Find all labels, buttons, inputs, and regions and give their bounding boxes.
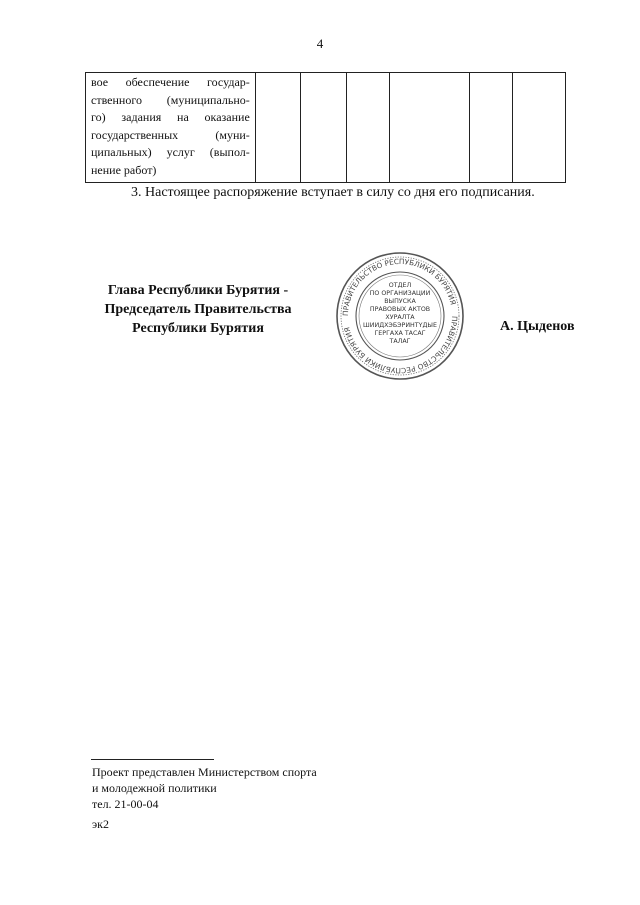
seal-ring-textpath: ПРАВИТЕЛЬСТВО РЕСПУБЛИКИ БУРЯТИЯ xyxy=(340,256,458,317)
description-line: государственных (муни- xyxy=(91,127,250,142)
table-cell-empty xyxy=(346,73,390,183)
seal-inner-line: ТАЛАГ xyxy=(389,338,411,345)
description-line: ципальных) услуг (выпол- xyxy=(91,145,250,160)
seal-graphic xyxy=(334,250,466,382)
signatory-title-line: Глава Республики Бурятия - xyxy=(107,283,289,298)
table-cell-description xyxy=(86,73,256,183)
table-cell-empty xyxy=(512,73,565,183)
signatory-title-line: Председатель Правительства xyxy=(104,302,292,317)
table-cell-empty xyxy=(301,73,347,183)
seal-inner-line: ХУРАЛТА xyxy=(385,314,415,321)
seal-ring-textpath-2: ПРАВИТЕЛЬСТВО РЕСПУБЛИКИ БУРЯТИЯ xyxy=(342,315,460,376)
seal-inner-text xyxy=(363,282,437,345)
signatory-name: А. Цыденов xyxy=(500,319,575,334)
seal-inner-line: ОТДЕЛ xyxy=(388,282,412,289)
official-seal-stamp xyxy=(334,250,466,382)
footnote-divider xyxy=(91,759,214,760)
seal-inner-line: ПРАВОВЫХ АКТОВ xyxy=(369,306,431,313)
table-cell-empty xyxy=(390,73,470,183)
description-line: го) задания на оказание xyxy=(91,110,250,125)
document-code: эк2 xyxy=(92,817,109,831)
seal-inner-line: ГЕРГАХА ТАСАГ xyxy=(374,330,426,337)
footnote xyxy=(92,764,317,812)
seal-inner-line: ВЫПУСКА xyxy=(384,298,416,305)
seal-inner-line: ПО ОРГАНИЗАЦИИ xyxy=(369,290,431,297)
clause-text: 3. Настоящее распоряжение вступает в силу со дня его подписания. xyxy=(131,185,535,200)
description-line: ственного (муниципально- xyxy=(91,92,250,107)
signatory-title xyxy=(85,281,311,338)
table-cell-empty xyxy=(470,73,513,183)
footnote-line: и молодежной политики xyxy=(92,781,217,795)
footnote-line: тел. 21-00-04 xyxy=(92,797,159,811)
table-row xyxy=(86,73,566,183)
description-line: нение работ) xyxy=(91,162,157,177)
table-cell-empty xyxy=(255,73,301,183)
description-line: вое обеспечение государ- xyxy=(91,75,250,89)
page-number: 4 xyxy=(316,36,324,51)
seal-inner-line: ШИИДХЭБЭРИНТҮДЫЕ xyxy=(363,322,437,329)
continuation-table xyxy=(85,72,566,183)
footnote-line: Проект представлен Министерством спорта xyxy=(92,765,317,779)
signatory-title-line: Республики Бурятия xyxy=(132,321,264,336)
